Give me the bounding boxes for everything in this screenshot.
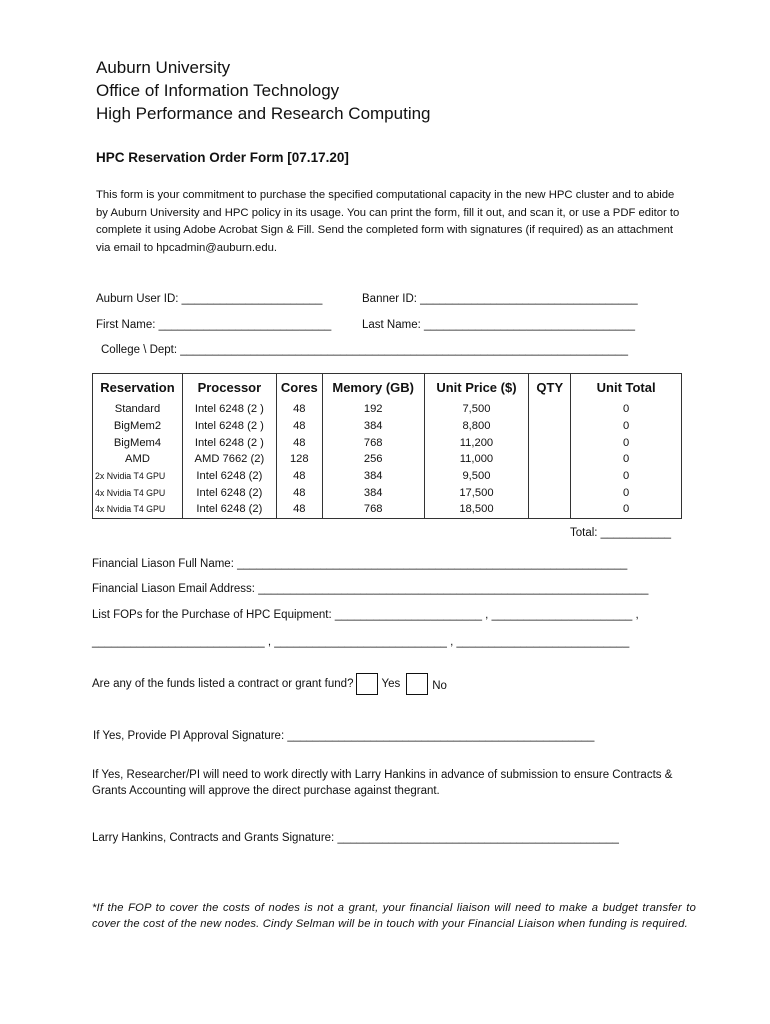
auburn-user-id-field[interactable]: Auburn User ID: ______________________	[96, 293, 323, 305]
memory-cell: 768	[322, 434, 424, 451]
memory-cell: 384	[322, 484, 424, 501]
total-cell: 0	[571, 501, 682, 518]
cores-cell: 48	[276, 468, 322, 485]
total-field[interactable]: Total: ___________	[570, 527, 672, 539]
cores-cell: 48	[276, 501, 322, 518]
fops-field[interactable]: List FOPs for the Purchase of HPC Equipment: _______________________ , ______________________ ,	[92, 609, 639, 621]
liaison-email-field[interactable]: Financial Liason Email Address: _____________________________________________________________	[92, 583, 649, 595]
cores-cell: 128	[276, 451, 322, 468]
fops-field-continued[interactable]: ___________________________ , ___________________________ , ___________________________	[92, 636, 630, 648]
memory-cell: 768	[322, 501, 424, 518]
price-cell: 17,500	[424, 484, 529, 501]
processor-cell: Intel 6248 (2 )	[182, 434, 276, 451]
reservation-cell: Standard	[93, 401, 183, 418]
form-title: HPC Reservation Order Form [07.17.20]	[96, 150, 349, 165]
processor-cell: Intel 6248 (2)	[182, 484, 276, 501]
price-cell: 11,000	[424, 451, 529, 468]
pi-signature-field[interactable]: If Yes, Provide PI Approval Signature: ________________________________________________	[93, 730, 595, 742]
header-memory: Memory (GB)	[322, 374, 424, 402]
cores-cell: 48	[276, 401, 322, 418]
qty-input[interactable]	[529, 401, 571, 418]
college-dept-field[interactable]: College \ Dept: ______________________________________________________________________	[101, 344, 628, 356]
reservation-cell: 2x Nvidia T4 GPU	[93, 468, 183, 485]
no-checkbox[interactable]	[406, 673, 428, 695]
processor-cell: Intel 6248 (2)	[182, 468, 276, 485]
header-unit-total: Unit Total	[571, 374, 682, 402]
memory-cell: 384	[322, 418, 424, 435]
memory-cell: 256	[322, 451, 424, 468]
processor-cell: Intel 6248 (2 )	[182, 418, 276, 435]
total-cell: 0	[571, 484, 682, 501]
org-name: Auburn University	[96, 58, 231, 77]
price-cell: 18,500	[424, 501, 529, 518]
table-row	[93, 434, 682, 451]
intro-paragraph: This form is your commitment to purchase the specified computational capacity in the new HPC cluster and to abide by Auburn University and HPC policy in its usage. You can print the form, fill it out, and scan it, or use a PDF editor to complete it using Adobe Acrobat Sign & Fill. Send the completed form with signatures (if required) as an attachment via email to hpcadmin@auburn.edu.	[96, 189, 680, 254]
total-cell: 0	[571, 451, 682, 468]
price-cell: 8,800	[424, 418, 529, 435]
price-cell: 9,500	[424, 468, 529, 485]
processor-cell: Intel 6248 (2 )	[182, 401, 276, 418]
table-row	[93, 501, 682, 518]
pi-note: If Yes, Researcher/PI will need to work directly with Larry Hankins in advance of submission to ensure Contracts & Grants Accounting will approve the direct purchase against thegrant.	[92, 769, 673, 797]
qty-input[interactable]	[529, 418, 571, 435]
grant-question-row	[92, 673, 447, 695]
price-cell: 11,200	[424, 434, 529, 451]
hankins-signature-field[interactable]: Larry Hankins, Contracts and Grants Signature: ____________________________________________	[92, 832, 619, 844]
processor-cell: Intel 6248 (2)	[182, 501, 276, 518]
reservation-cell: 4x Nvidia T4 GPU	[93, 501, 183, 518]
total-cell: 0	[571, 418, 682, 435]
last-name-field[interactable]: Last Name: _________________________________	[362, 319, 636, 331]
banner-id-field[interactable]: Banner ID: __________________________________	[362, 293, 638, 305]
header-unit-price: Unit Price ($)	[424, 374, 529, 402]
qty-input[interactable]	[529, 434, 571, 451]
qty-input[interactable]	[529, 484, 571, 501]
header-reservation: Reservation	[93, 374, 183, 402]
table-row	[93, 468, 682, 485]
header-processor: Processor	[182, 374, 276, 402]
table-row	[93, 401, 682, 418]
header-qty: QTY	[529, 374, 571, 402]
qty-input[interactable]	[529, 468, 571, 485]
total-cell: 0	[571, 468, 682, 485]
yes-label: Yes	[381, 678, 401, 690]
qty-input[interactable]	[529, 451, 571, 468]
cores-cell: 48	[276, 434, 322, 451]
qty-input[interactable]	[529, 501, 571, 518]
table-header-row	[93, 374, 682, 402]
grant-question: Are any of the funds listed a contract or grant fund?	[92, 678, 354, 690]
total-cell: 0	[571, 434, 682, 451]
total-cell: 0	[571, 401, 682, 418]
liaison-name-field[interactable]: Financial Liason Full Name: _____________________________________________________________	[92, 558, 628, 570]
footnote: *If the FOP to cover the costs of nodes is not a grant, your financial liaison will need to make a budget transfer to cover the cost of the new nodes. Cindy Selman will be in touch with your Financial Liaison when funding is required.	[92, 902, 696, 930]
office-name: Office of Information Technology	[96, 81, 340, 100]
cores-cell: 48	[276, 418, 322, 435]
table-row	[93, 418, 682, 435]
memory-cell: 192	[322, 401, 424, 418]
price-cell: 7,500	[424, 401, 529, 418]
department-name: High Performance and Research Computing	[96, 104, 431, 123]
cores-cell: 48	[276, 484, 322, 501]
reservation-cell: BigMem2	[93, 418, 183, 435]
table-row	[93, 484, 682, 501]
memory-cell: 384	[322, 468, 424, 485]
reservation-cell: BigMem4	[93, 434, 183, 451]
first-name-field[interactable]: First Name: ___________________________	[96, 319, 332, 331]
header-cores: Cores	[276, 374, 322, 402]
reservation-table	[92, 373, 682, 519]
reservation-cell: AMD	[93, 451, 183, 468]
reservation-cell: 4x Nvidia T4 GPU	[93, 484, 183, 501]
processor-cell: AMD 7662 (2)	[182, 451, 276, 468]
no-label: No	[432, 680, 447, 692]
table-row	[93, 451, 682, 468]
yes-checkbox[interactable]	[356, 673, 378, 695]
